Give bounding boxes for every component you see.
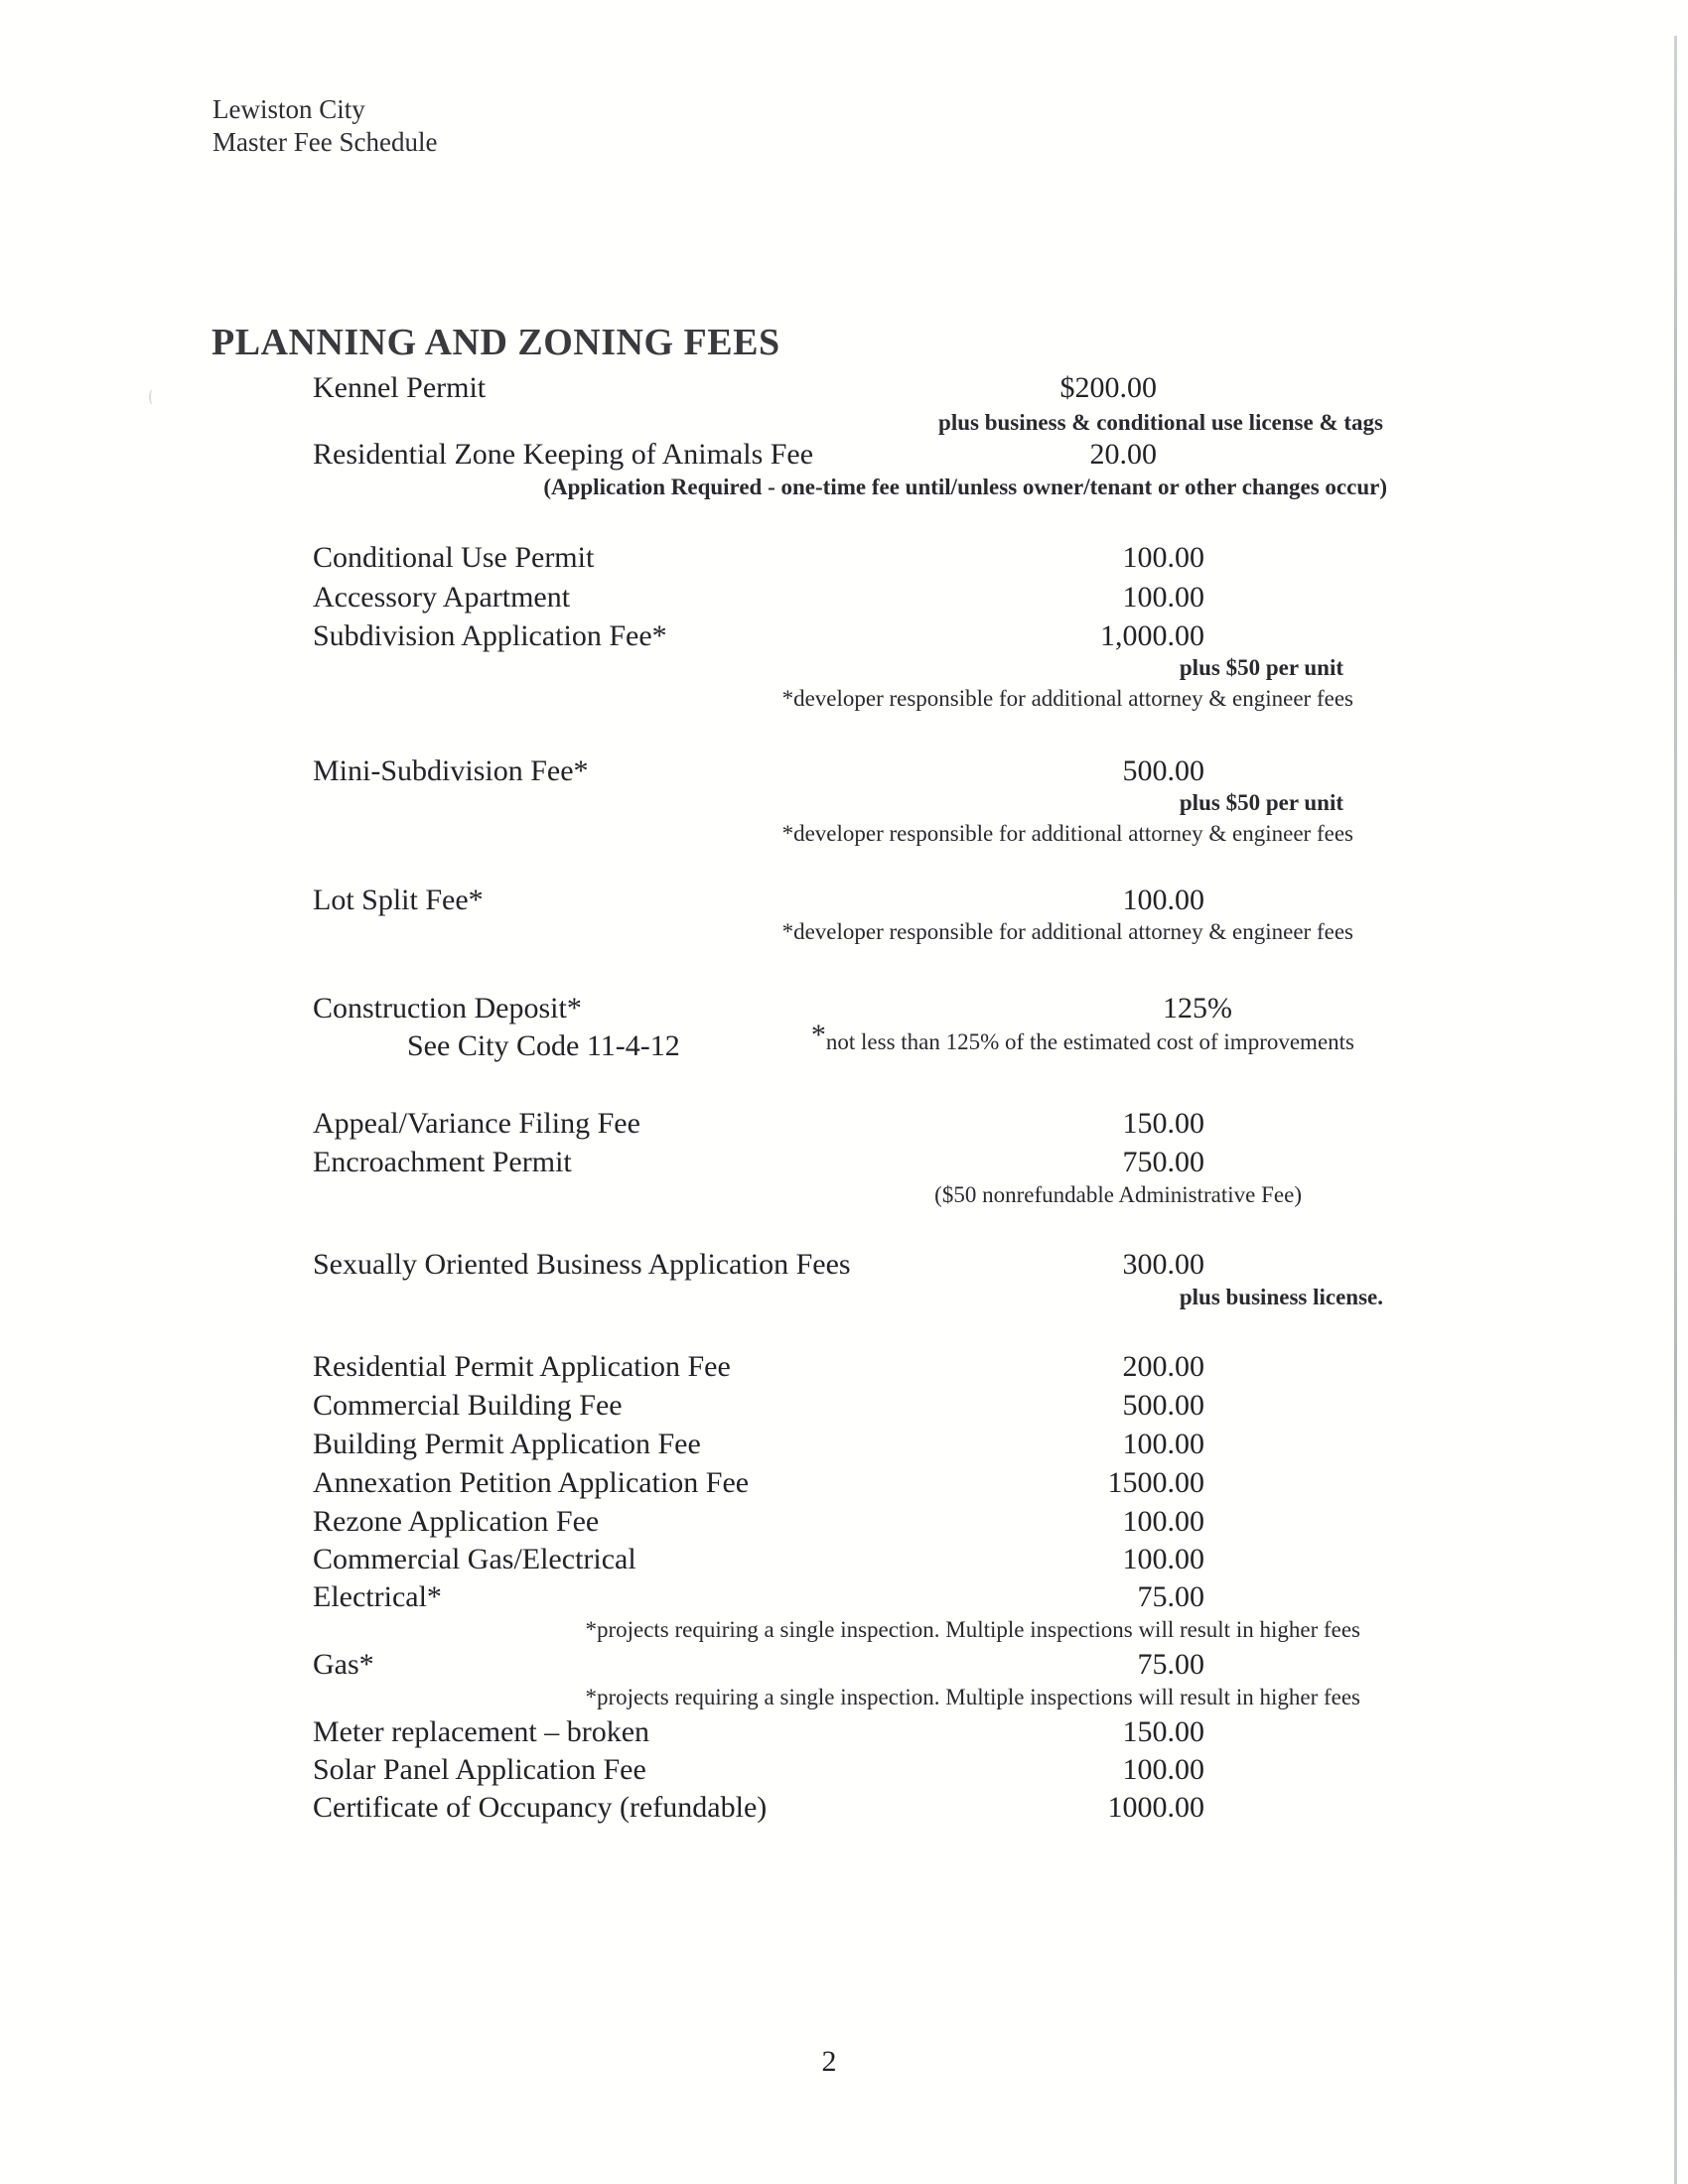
fee-label-residential-permit-application: Residential Permit Application Fee: [313, 1350, 731, 1383]
fee-note-gas: *projects requiring a single inspection. Multiple inspections will result in higher fees: [585, 1685, 1360, 1709]
fee-note-subdivision-application: *developer responsible for additional attorney & engineer fees: [781, 686, 1353, 711]
fee-note-bold-mini-subdivision: plus $50 per unit: [1179, 790, 1343, 815]
fee-label-accessory-apartment: Accessory Apartment: [313, 581, 571, 614]
fee-label-kennel-permit: Kennel Permit: [313, 371, 487, 404]
doc-header-line2: Master Fee Schedule: [212, 127, 438, 157]
doc-header-line1: Lewiston City: [212, 94, 365, 124]
fee-note-bold-subdivision-application: plus $50 per unit: [1179, 655, 1343, 680]
fee-label-mini-subdivision: Mini-Subdivision Fee*: [313, 754, 589, 787]
fee-value-conditional-use-permit: 100.00: [1122, 541, 1204, 574]
fee-note-kennel-permit: plus business & conditional use license & tags: [938, 410, 1383, 435]
fee-value-kennel-permit: $200.00: [1059, 371, 1157, 404]
fee-label-lot-split: Lot Split Fee*: [313, 884, 484, 916]
asterisk-marker: *: [810, 1019, 826, 1051]
fee-label-electrical: Electrical*: [313, 1580, 442, 1613]
fee-label-rezone-application: Rezone Application Fee: [313, 1505, 600, 1538]
fee-label-meter-replacement: Meter replacement – broken: [313, 1715, 650, 1748]
fee-label-subdivision-application: Subdivision Application Fee*: [313, 619, 667, 652]
fee-note-residential-zone-animals: (Application Required - one-time fee until/unless owner/tenant or other changes occur): [543, 475, 1387, 499]
scan-edge-line-artifact: [1674, 36, 1677, 2184]
fee-label-solar-panel: Solar Panel Application Fee: [313, 1753, 646, 1786]
section-title: PLANNING AND ZONING FEES: [211, 322, 780, 363]
fee-value-mini-subdivision: 500.00: [1122, 754, 1204, 787]
fee-value-residential-permit-application: 200.00: [1122, 1350, 1204, 1383]
fee-note-encroachment-permit: ($50 nonrefundable Administrative Fee): [934, 1182, 1302, 1207]
fee-label-appeal-variance: Appeal/Variance Filing Fee: [313, 1107, 640, 1140]
fee-sublabel-construction-deposit: See City Code 11-4-12: [407, 1029, 680, 1062]
fee-value-encroachment-permit: 750.00: [1122, 1146, 1204, 1178]
fee-note-lot-split: *developer responsible for additional attorney & engineer fees: [781, 919, 1353, 944]
fee-label-residential-zone-animals: Residential Zone Keeping of Animals Fee: [313, 438, 814, 471]
fee-value-residential-zone-animals: 20.00: [1089, 438, 1157, 471]
fee-label-sexually-oriented-business: Sexually Oriented Business Application Fees: [313, 1248, 851, 1281]
fee-label-encroachment-permit: Encroachment Permit: [313, 1146, 572, 1178]
scan-speck-artifact: [149, 389, 157, 405]
fee-note-text-construction-deposit: not less than 125% of the estimated cost of improvements: [825, 1029, 1354, 1054]
fee-label-certificate-of-occupancy: Certificate of Occupancy (refundable): [313, 1791, 768, 1824]
fee-label-commercial-gas-electrical: Commercial Gas/Electrical: [313, 1543, 636, 1575]
fee-label-conditional-use-permit: Conditional Use Permit: [313, 541, 595, 574]
fee-label-annexation-petition: Annexation Petition Application Fee: [313, 1466, 750, 1499]
fee-value-gas: 75.00: [1137, 1648, 1204, 1681]
fee-value-accessory-apartment: 100.00: [1122, 581, 1204, 614]
fee-value-rezone-application: 100.00: [1122, 1505, 1204, 1538]
fee-note-construction-deposit: [810, 1019, 1354, 1055]
fee-note-sexually-oriented-business: plus business license.: [1179, 1285, 1383, 1309]
fee-value-electrical: 75.00: [1137, 1580, 1204, 1613]
fee-value-subdivision-application: 1,000.00: [1100, 619, 1204, 652]
fee-value-certificate-of-occupancy: 1000.00: [1107, 1791, 1204, 1824]
fee-label-building-permit-application: Building Permit Application Fee: [313, 1428, 701, 1460]
fee-value-meter-replacement: 150.00: [1122, 1715, 1204, 1748]
fee-value-appeal-variance: 150.00: [1122, 1107, 1204, 1140]
page-number: 2: [821, 2045, 837, 2078]
fee-value-building-permit-application: 100.00: [1122, 1428, 1204, 1460]
fee-value-sexually-oriented-business: 300.00: [1122, 1248, 1204, 1281]
fee-label-gas: Gas*: [313, 1648, 374, 1681]
fee-value-construction-deposit: 125%: [1163, 992, 1232, 1024]
fee-note-electrical: *projects requiring a single inspection. Multiple inspections will result in higher fees: [585, 1617, 1360, 1642]
fee-label-commercial-building: Commercial Building Fee: [313, 1389, 623, 1422]
fee-label-construction-deposit: Construction Deposit*: [313, 992, 582, 1024]
fee-value-solar-panel: 100.00: [1122, 1753, 1204, 1786]
fee-value-commercial-gas-electrical: 100.00: [1122, 1543, 1204, 1575]
fee-note-mini-subdivision: *developer responsible for additional attorney & engineer fees: [781, 821, 1353, 846]
fee-value-lot-split: 100.00: [1122, 884, 1204, 916]
fee-value-annexation-petition: 1500.00: [1107, 1466, 1204, 1499]
fee-value-commercial-building: 500.00: [1122, 1389, 1204, 1422]
